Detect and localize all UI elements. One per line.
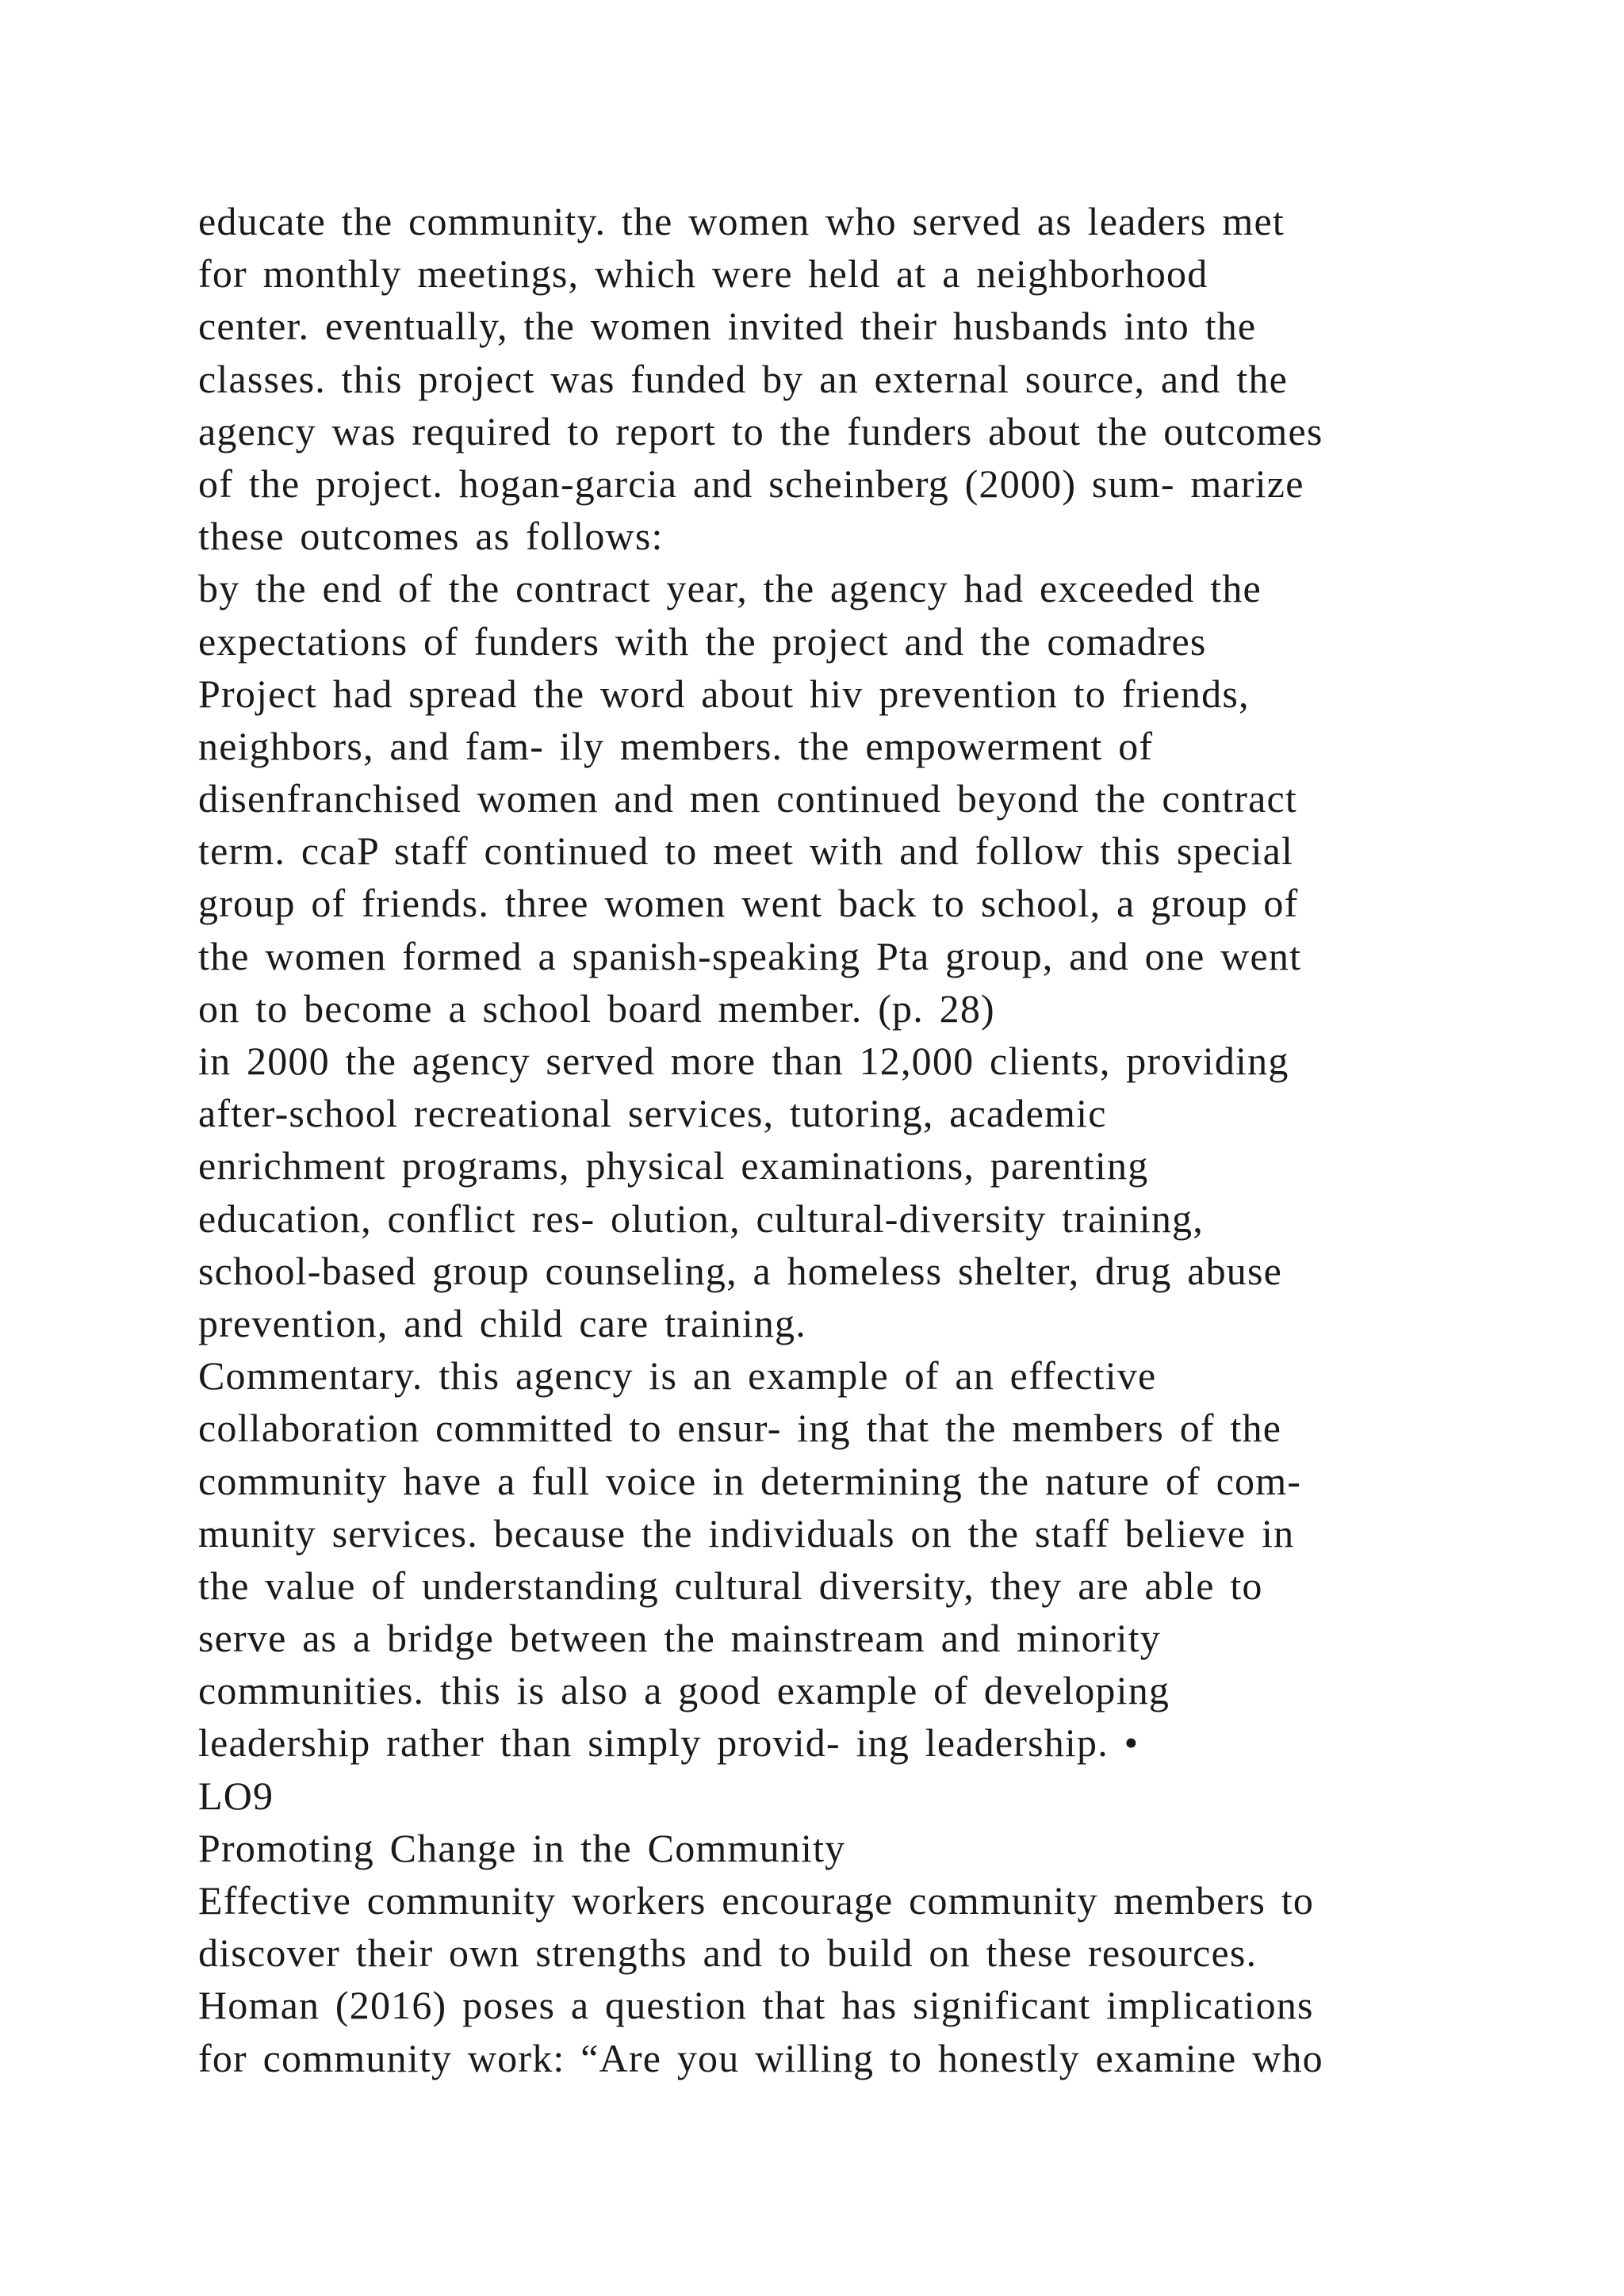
text-line: Project had spread the word about hiv prevention to friends, [198, 671, 1250, 716]
text-line: these outcomes as follows: [198, 514, 664, 559]
text-line: Commentary. this agency is an example of an effective [198, 1353, 1157, 1399]
text-line: in 2000 the agency served more than 12,000 clients, providing [198, 1039, 1289, 1083]
text-line: the value of understanding cultural diversity, they are able to [198, 1563, 1263, 1608]
text-line: enrichment programs, physical examinations, parenting [198, 1143, 1149, 1188]
text-line: Effective community workers encourage community members to [198, 1878, 1315, 1923]
text-line: the women formed a spanish-speaking Pta group, and one went [198, 933, 1302, 978]
text-line: collaboration committed to ensur- ing that the members of the [198, 1406, 1282, 1451]
text-line: after-school recreational services, tutoring, academic [198, 1091, 1107, 1136]
text-line: serve as a bridge between the mainstream and minority [198, 1616, 1161, 1661]
text-line: on to become a school board member. (p. 28) [198, 985, 995, 1031]
text-line: Homan (2016) poses a question that has significant implications [198, 1983, 1314, 2028]
text-line: for monthly meetings, which were held at a neighborhood [198, 251, 1208, 297]
text-line: discover their own strengths and to build on these resources. [198, 1931, 1258, 1976]
text-line: term. ccaP staff continued to meet with and follow this special [198, 828, 1294, 874]
body-text [198, 195, 1435, 2084]
text-line: disenfranchised women and men continued beyond the contract [198, 776, 1297, 821]
text-line: community have a full voice in determining the nature of com- [198, 1458, 1302, 1503]
text-line: group of friends. three women went back to school, a group of [198, 881, 1299, 926]
text-line: leadership rather than simply provid- ing leadership. • [198, 1720, 1139, 1766]
text-line: agency was required to report to the funders about the outcomes [198, 408, 1323, 453]
text-line: educate the community. the women who served as leaders met [198, 199, 1285, 243]
text-line: of the project. hogan-garcia and scheinberg (2000) sum- marize [198, 461, 1304, 506]
text-line: prevention, and child care training. [198, 1300, 806, 1345]
text-line: school-based group counseling, a homeless shelter, drug abuse [198, 1248, 1283, 1293]
text-line: expectations of funders with the project and the comadres [198, 618, 1207, 664]
text-line: for community work: “Are you willing to honestly examine who [198, 2035, 1323, 2080]
text-line: munity services. because the individuals on the staff believe in [198, 1510, 1295, 1556]
text-line: center. eventually, the women invited their husbands into the [198, 304, 1257, 349]
text-line: Promoting Change in the Community [198, 1825, 846, 1870]
text-line: LO9 [198, 1773, 274, 1818]
text-line: classes. this project was funded by an external source, and the [198, 356, 1289, 401]
text-line: neighbors, and fam- ily members. the empowerment of [198, 723, 1154, 768]
text-line: by the end of the contract year, the agency had exceeded the [198, 566, 1262, 611]
text-line: communities. this is also a good example of developing [198, 1668, 1170, 1713]
text-line: education, conflict res- olution, cultural-diversity training, [198, 1196, 1204, 1241]
